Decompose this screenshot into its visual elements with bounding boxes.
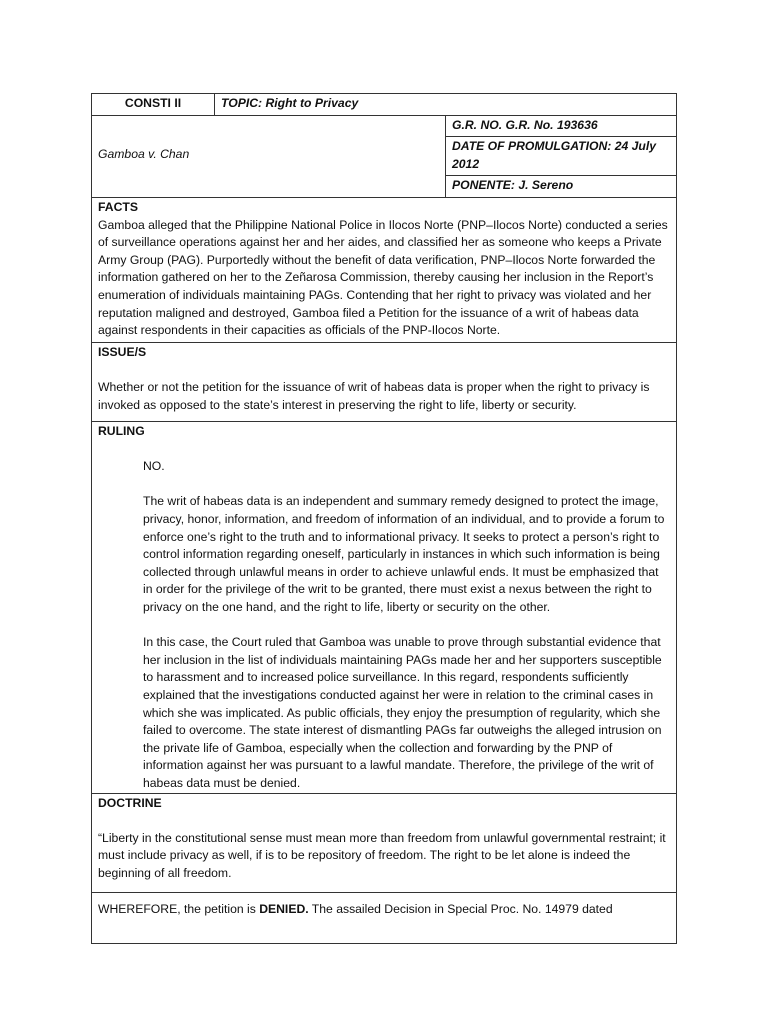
ruling-row [92,422,677,793]
ruling-body [98,458,670,792]
ruling-spacer-2 [143,476,666,494]
facts-heading: FACTS [98,199,138,214]
wherefore-row [92,892,677,943]
doctrine-text: “Liberty in the constitutional sense must mean more than freedom from unlawful governmental restraint; it must include privacy as well, if is to be repository of freedom. The right to be let alone is indeed the beginning of all freedom. [98,830,666,880]
ruling-heading: RULING [98,424,145,439]
wherefore-denied: DENIED. [259,901,309,916]
doctrine-spacer [98,812,670,830]
ruling-spacer-3 [143,617,666,635]
wherefore-text-start: WHEREFORE, the petition is [98,901,260,916]
issue-cell [92,342,677,421]
gr-number-cell: G.R. NO. G.R. No. 193636 [446,115,677,137]
doctrine-row [92,793,677,892]
issue-text: Whether or not the petition for the issuance of writ of habeas data is proper when the right to privacy is invoked as opposed to the state’s interest in preserving the right to life, liberty or security. [98,379,650,412]
gr-row [92,115,677,137]
header-row [92,94,677,116]
doctrine-heading: DOCTRINE [98,795,162,810]
wherefore-cell [92,892,677,943]
case-name: Gamboa v. Chan [98,147,190,162]
ruling-paragraph-2: In this case, the Court ruled that Gamboa was unable to prove through substantial evidence that her inclusion in the list of individuals maintaining PAGs made her and her supporters susceptible to harassment and to increased police surveillance. In this regard, respondents sufficiently explained that the investigations conducted against her were in relation to the criminal cases in which she was implicated. As public officials, they enjoy the presumption of regularity, which she failed to overcome. The state interest of dismantling PAGs far outweighs the alleged intrusion on the private life of Gamboa, especially when the collection and forwarding by the PNP of information against her was pursuant to a lawful mandate. Therefore, the privilege of the writ of habeas data must be denied. [143,635,662,790]
doctrine-cell [92,793,677,892]
issue-spacer [98,361,670,379]
case-name-cell [92,115,446,197]
ruling-answer: NO. [143,459,165,474]
ponente-cell: PONENTE: J. Sereno [446,176,677,198]
ruling-paragraph-1: The writ of habeas data is an independent and summary remedy designed to protect the image, privacy, honor, information, and freedom of information of an individual, and to provide a forum to enforce one’s right to the truth and to informational privacy. It seeks to protect a person’s right to control information regarding oneself, particularly in instances in which such information is being collected through unlawful means in order to achieve unlawful ends. It must be emphasized that in order for the privilege of the writ to be granted, there must exist a nexus between the right to privacy on the one hand, and the right to life, liberty or security on the other. [143,494,665,615]
promulgation-cell: DATE OF PROMULGATION: 24 July 2012 [446,137,677,176]
wherefore-text-end: The assailed Decision in Special Proc. No. 14979 dated [308,901,613,916]
ruling-cell [92,422,677,793]
topic-cell: TOPIC: Right to Privacy [215,94,677,116]
issue-heading: ISSUE/S [98,344,147,359]
facts-text: Gamboa alleged that the Philippine National Police in Ilocos Norte (PNP–Ilocos Norte) conducted a series of surveillance operations against her and her aides, and classified her as someone who keeps a Private Army Group (PAG). Purportedly without the benefit of data verification, PNP–Ilocos Norte forwarded the information gathered on her to the Zeñarosa Commission, thereby causing her inclusion in the Report’s enumeration of individuals maintaining PAGs. Contending that her right to privacy was violated and her reputation maligned and destroyed, Gamboa filed a Petition for the issuance of a writ of habeas data against respondents in their capacities as officials of the PNP-Ilocos Norte. [98,217,668,338]
subject-cell: CONSTI II [92,94,215,116]
issue-row [92,342,677,421]
case-digest-page [91,93,677,944]
facts-row [92,197,677,342]
facts-cell [92,197,677,342]
case-digest-table [91,93,677,944]
ruling-spacer-1 [98,441,670,459]
